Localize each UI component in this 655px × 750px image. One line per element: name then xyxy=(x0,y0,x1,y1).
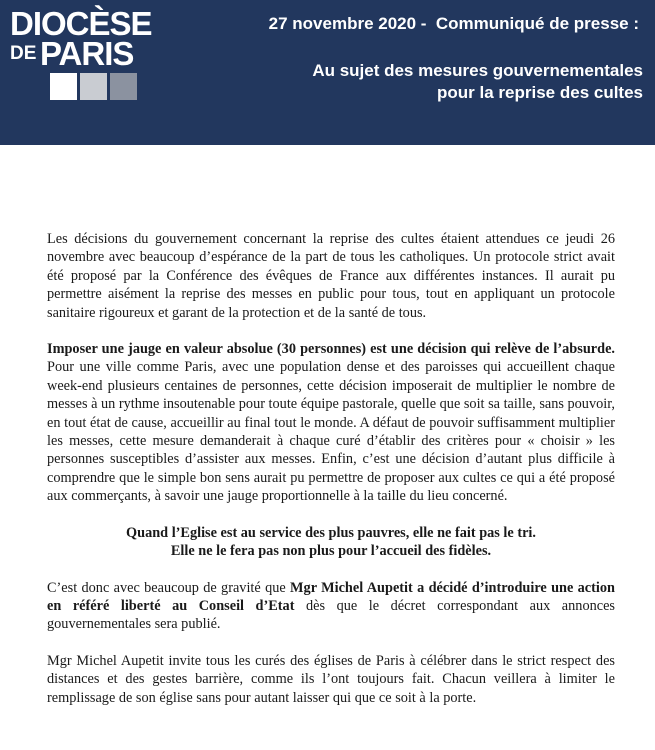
paragraph-1: Les décisions du gouvernement concernant la reprise des cultes étaient attendues ce jeudi 26 novembre avec beaucoup d’espérance de la part de tous les catholiques. Un protocole strict avait été proposé par la Conférence des évêques de France aux différentes instances. Il aurait pu permettre aisément la reprise des messes en public pour tous, tout en appliquant un protocole sanitaire rigoureux et garant de la protection et de la santé de tous. xyxy=(47,231,615,321)
highlight-quote xyxy=(47,524,615,561)
press-release-date: 27 novembre 2020 - Communiqué de presse : xyxy=(268,14,639,33)
logo-de-text: DE xyxy=(10,43,37,64)
press-release-body xyxy=(47,230,615,725)
title-line-2: pour la reprise des cultes xyxy=(437,83,643,102)
quote-line-2: Elle ne le fera pas non plus pour l’accueil des fidèles. xyxy=(170,543,492,560)
paragraph-5: Mgr Michel Aupetit invite tous les curés des églises de Paris à célébrer dans le strict respect des distances et des gestes barrière, comme ils l’ont toujours fait. Chacun veillera à limiter le remplissage de son église sans pour autant laisser qui que ce soit à la porte. xyxy=(47,652,615,706)
paragraph-4 xyxy=(47,579,615,634)
logo-squares xyxy=(50,73,137,101)
press-release-title xyxy=(312,60,643,104)
logo-paris-text: PARIS xyxy=(40,35,134,72)
paragraph-4-bold: Mgr Michel Aupetit a décidé d’introduire une action en référé liberté au Conseil d’Etat xyxy=(47,579,615,614)
paragraph-4-end: dès que le décret correspondant aux annonces gouvernementales sera publié. xyxy=(47,597,615,633)
title-line-1: Au sujet des mesures gouvernementales xyxy=(312,61,643,80)
logo-square-light-gray xyxy=(80,73,107,100)
paragraph-4-start: C’est donc avec beaucoup de gravité que xyxy=(47,579,291,596)
paragraph-2 xyxy=(47,340,615,506)
quote-line-1: Quand l’Eglise est au service des plus pauvres, elle ne fait pas le tri. xyxy=(126,524,536,541)
logo-diocese-text: DIOCÈSE xyxy=(10,5,152,42)
logo-square-gray xyxy=(110,73,137,100)
logo-square-white xyxy=(50,73,77,100)
paragraph-2-text: Pour une ville comme Paris, avec une population dense et des paroisses qui accueillent chaque week-end plusieurs centaines de personnes, cette décision imposerait de multiplier le nombre de messes à un rythme insoutenable pour toute équipe pastorale, quelle que soit sa taille, sans pouvoir, en tout état de cause, accueillir au final tout le monde. A défaut de pouvoir suffisamment multiplier les messes, cette mesure demanderait à chaque curé d’établir des critères pour « choisir » les personnes susceptibles d’assister aux messes. Enfin, c’est une décision d’autant plus difficile à comprendre que le simple bon sens aurait pu permettre de proposer aux cultes ce qui a été proposé aux commerçants, à savoir une jauge proportionnelle à la taille du lieu concerné. xyxy=(47,359,615,505)
diocese-logo xyxy=(10,6,150,98)
paragraph-2-bold: Imposer une jauge en valeur absolue (30 personnes) est une décision qui relève de l’absurde. xyxy=(47,341,615,358)
header-banner xyxy=(0,0,655,145)
